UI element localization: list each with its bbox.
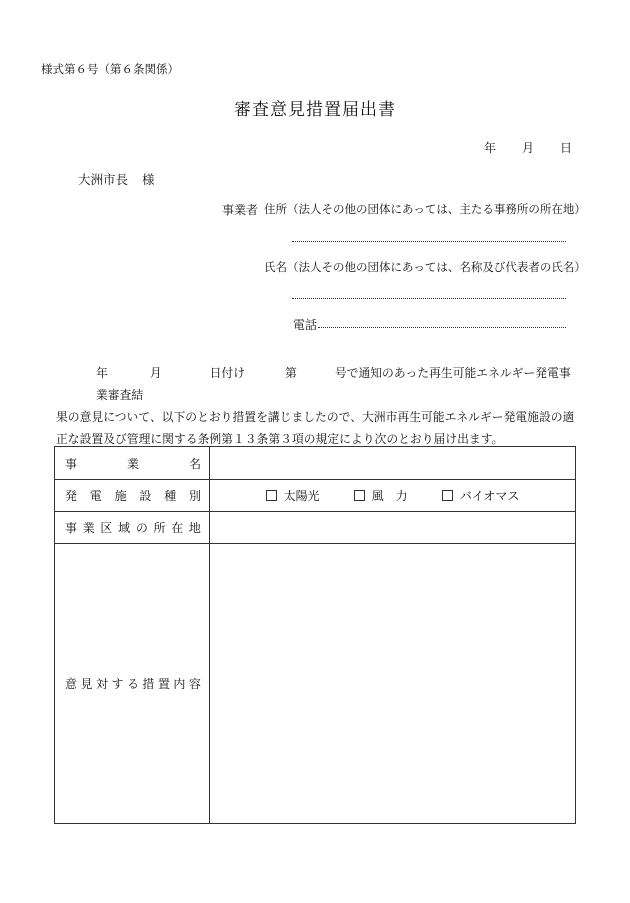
label-char: 発 [65, 489, 78, 503]
addressee [78, 170, 155, 188]
document-title: 審査意見措置届出書 [234, 100, 396, 120]
addressee-name: 大洲市長 [78, 172, 129, 187]
label-char: 別 [188, 489, 201, 503]
checkbox-solar[interactable] [266, 490, 277, 501]
date-day: 日 [560, 141, 573, 155]
option-biomass[interactable]: バイオマス [442, 487, 520, 504]
form-number: 様式第６号（第６条関係） [41, 62, 179, 76]
label-business-name [55, 447, 210, 480]
label-char: 内 [173, 677, 186, 691]
label-char: 所 [153, 521, 166, 535]
body-line-2: 果の意見について、以下のとおり措置を講じましたので、大洲市再生可能エネルギー発電施設の適 [56, 410, 575, 424]
body-line-1: 年 月 日付け 第 号で通知のあった再生可能エネルギー発電事業審査結 [96, 366, 571, 402]
label-char: す [111, 677, 124, 691]
date-month: 月 [522, 141, 535, 155]
body-line-3: 正な設置及び管理に関する条例第１３条第３項の規定により次のとおり届け出ます。 [56, 432, 504, 446]
measures-field[interactable] [210, 544, 576, 824]
checkbox-wind[interactable] [354, 490, 365, 501]
label-char: 容 [188, 677, 201, 691]
option-solar[interactable]: 太陽光 [266, 487, 320, 504]
facility-type-options [210, 480, 576, 512]
label-char: 意 [65, 677, 78, 691]
label-char: 域 [118, 521, 131, 535]
notification-text [56, 362, 580, 450]
address-field[interactable] [292, 241, 566, 242]
address-label: 住所（法人その他の団体にあっては、主たる事務所の所在地） [264, 202, 586, 216]
label-char: 事 [65, 521, 78, 535]
applicant-label: 事業者 [222, 203, 259, 217]
tel-field[interactable] [318, 327, 566, 328]
label-char: 種 [164, 489, 177, 503]
label-char: 業 [126, 456, 139, 471]
table-row-measures [55, 544, 576, 824]
label-char: 施 [114, 489, 127, 503]
location-field[interactable] [210, 512, 576, 544]
label-location [55, 512, 210, 544]
label-char: 置 [157, 677, 170, 691]
date-year: 年 [484, 141, 497, 155]
checkbox-biomass[interactable] [442, 490, 453, 501]
addressee-honorific: 様 [142, 172, 155, 187]
label-char: の [135, 521, 148, 535]
label-char: 名 [188, 456, 201, 471]
label-char: 区 [100, 521, 113, 535]
label-char: 措 [142, 677, 155, 691]
table-row-facility-type [55, 480, 576, 512]
date-line [484, 139, 572, 156]
tel-label: 電話 [293, 318, 318, 332]
label-char: 電 [89, 489, 102, 503]
table-row-location [55, 512, 576, 544]
option-wind[interactable]: 風 力 [354, 487, 408, 504]
label-char: 対 [95, 677, 108, 691]
label-char: 地 [188, 521, 201, 535]
table-row-business-name [55, 447, 576, 480]
business-name-field[interactable] [210, 447, 576, 480]
label-measures [55, 544, 210, 824]
form-table [54, 446, 576, 824]
name-label: 氏名（法人その他の団体にあっては、名称及び代表者の氏名） [264, 260, 586, 274]
label-char: 見 [80, 677, 93, 691]
label-char: 設 [139, 489, 152, 503]
label-char: 在 [171, 521, 184, 535]
label-char: 事 [65, 456, 78, 471]
label-char: る [126, 677, 139, 691]
label-facility-type [55, 480, 210, 512]
name-field[interactable] [292, 298, 566, 299]
label-char: 業 [82, 521, 95, 535]
